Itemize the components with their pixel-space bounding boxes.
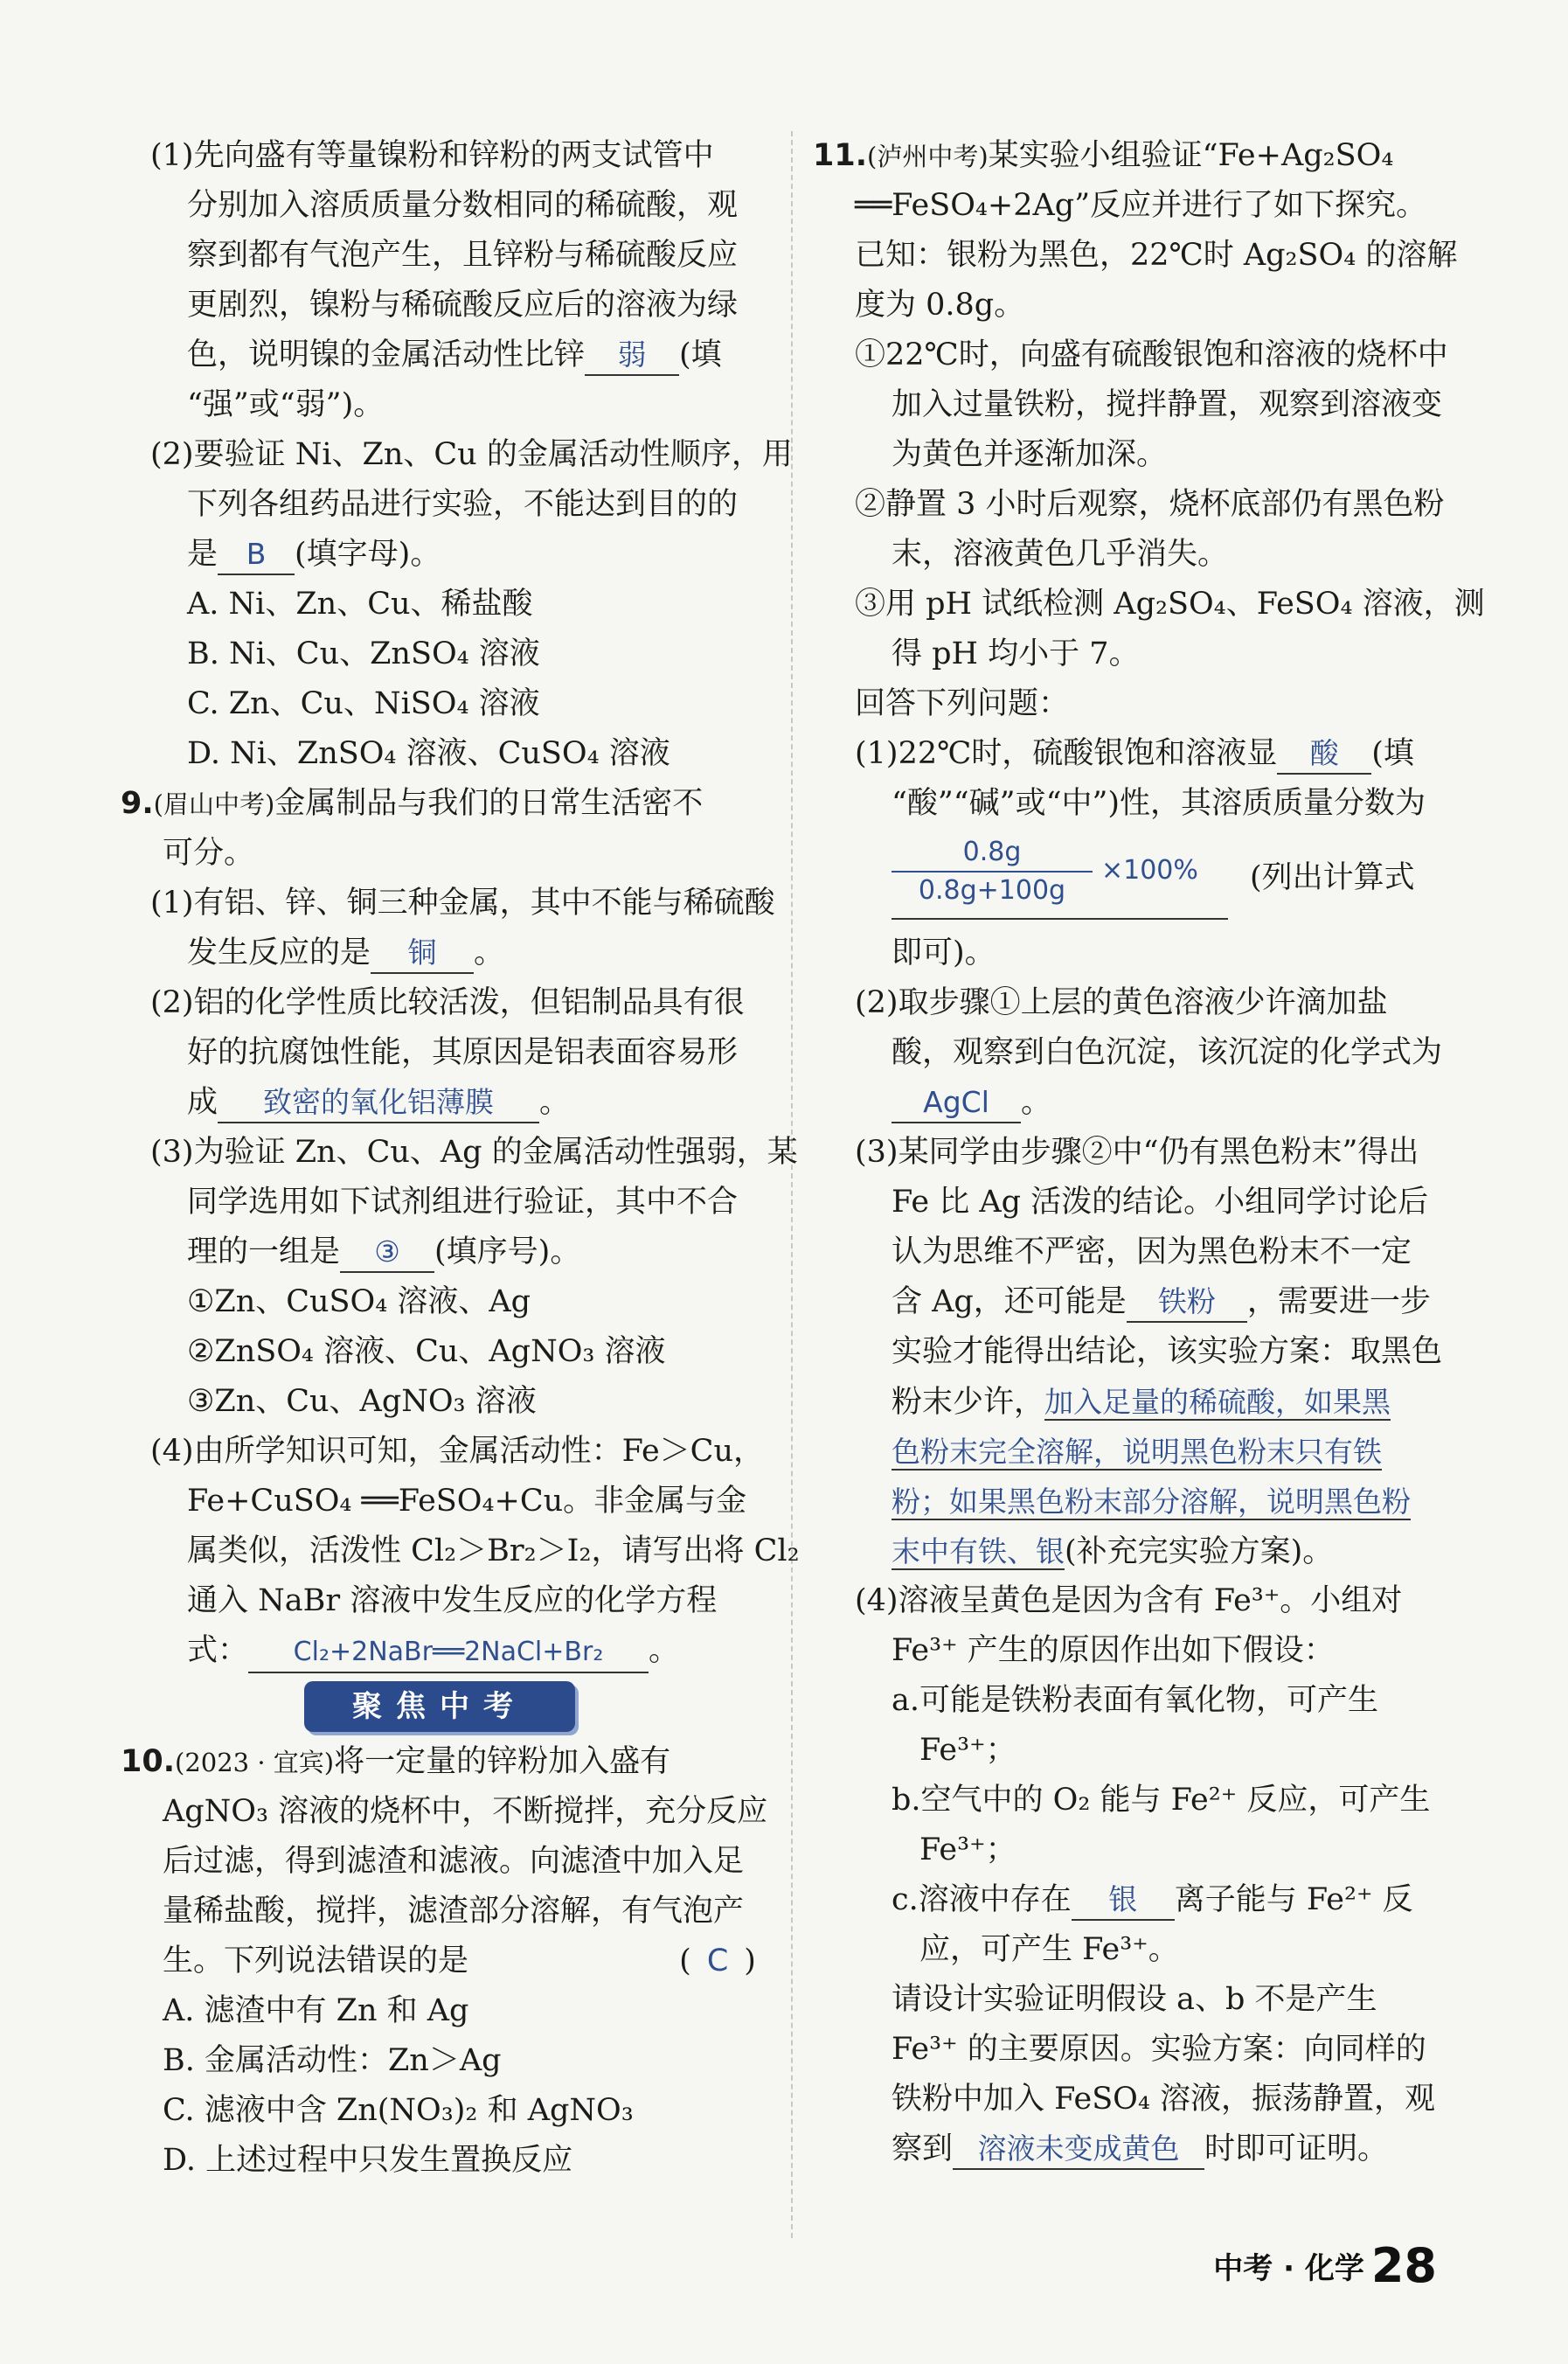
- q8-part1-line: 察到都有气泡产生，且锌粉与稀硫酸反应: [187, 238, 739, 273]
- option-a: A. Ni、Zn、Cu、稀盐酸: [187, 587, 533, 622]
- text: 。: [474, 935, 505, 970]
- text: (填: [679, 337, 722, 372]
- text: 。: [649, 1633, 680, 1668]
- q9-part4-line: (4)由所学知识可知，金属活动性：Fe＞Cu，: [150, 1434, 764, 1469]
- option-c: C. Zn、Cu、NiSO₄ 溶液: [187, 686, 540, 721]
- q9-part2-line: 好的抗腐蚀性能，其原因是铝表面容易形: [187, 1035, 739, 1070]
- q11-part3-line: [813, 1427, 1455, 1477]
- q11-part3-line: Fe 比 Ag 活泼的结论。小组同学讨论后: [892, 1185, 1429, 1220]
- answer-blank: 色粉末完全溶解，说明黑色粉末只有铁: [892, 1435, 1382, 1469]
- option-b: B. Ni、Cu、ZnSO₄ 溶液: [187, 636, 540, 671]
- q11-part3-line: [813, 1277, 1455, 1327]
- text: 某实验小组验证“Fe+Ag₂SO₄: [988, 138, 1394, 173]
- answer-blank: 粉；如果黑色粉末部分溶解，说明黑色粉: [892, 1484, 1411, 1519]
- answer-blank: ③: [340, 1233, 434, 1273]
- hypothesis-c: [813, 1875, 1455, 1925]
- q11-step1-line: 加入过量铁粉，搅拌静置，观察到溶液变: [892, 387, 1443, 422]
- q9-option-3: ③Zn、Cu、AgNO₃ 溶液: [187, 1384, 537, 1419]
- q9-part1-line: (1)有铝、锌、铜三种金属，其中不能与稀硫酸: [150, 886, 775, 921]
- option-a: A. 滤渣中有 Zn 和 Ag: [163, 1993, 469, 2028]
- q11-part3-line: [813, 1377, 1455, 1427]
- hypothesis-b: Fe³⁺；: [919, 1832, 1016, 1867]
- answer-blank: 酸: [1277, 734, 1371, 775]
- paren-close: ): [744, 1943, 756, 1978]
- answer-intro: 回答下列问题：: [855, 686, 1070, 721]
- q8-part1-line: [121, 330, 772, 380]
- q10-stem-line: [121, 1737, 772, 1787]
- q8-part1-line: (1)先向盛有等量镍粉和锌粉的两支试管中: [150, 138, 714, 173]
- answer-underline: [892, 918, 1228, 920]
- text: 将一定量的锌粉加入盛有: [334, 1744, 671, 1779]
- q11-part1-line: “酸”“碱”或“中”)性，其溶质质量分数为: [892, 786, 1426, 821]
- q11-part4-line: [813, 2124, 1455, 2174]
- answer-blank: 末中有铁、银: [892, 1534, 1065, 1568]
- text: 察到: [892, 2131, 954, 2166]
- q8-part2-line: (2)要验证 Ni、Zn、Cu 的金属活动性顺序，用: [150, 437, 793, 472]
- q11-stem-line: 度为 0.8g。: [855, 288, 1025, 323]
- text: (填: [1371, 736, 1414, 771]
- q11-stem-line: ══FeSO₄+2Ag”反应并进行了如下探究。: [855, 188, 1427, 223]
- q8-part2-line: [121, 530, 772, 580]
- q11-step2-line: ②静置 3 小时后观察，烧杯底部仍有黑色粉: [855, 487, 1445, 522]
- question-source: (泸州中考): [867, 142, 989, 171]
- text: 。: [539, 1085, 571, 1120]
- q11-step1-line: 为黄色并逐渐加深。: [892, 437, 1168, 472]
- answer-blank: 弱: [585, 336, 679, 376]
- hypothesis-c: 应，可产生 Fe³⁺。: [919, 1932, 1179, 1967]
- q11-stem-line: [813, 131, 1455, 181]
- q8-part2-line: 下列各组药品进行实验，不能达到目的的: [187, 487, 739, 522]
- right-column: [813, 131, 1485, 2174]
- text: 粉末少许，: [892, 1385, 1045, 1420]
- q8-part1-line: 分别加入溶质质量分数相同的稀硫酸，观: [187, 188, 739, 223]
- answer-blank: 银: [1072, 1881, 1175, 1921]
- text: (填序号)。: [434, 1234, 581, 1269]
- q9-part1-line: [121, 928, 772, 978]
- page-footer: [1213, 2238, 1437, 2293]
- text: 式：: [187, 1633, 249, 1668]
- q11-part1-line: [813, 729, 1455, 779]
- q11-part3-line: (3)某同学由步骤②中“仍有黑色粉末”得出: [855, 1135, 1419, 1170]
- left-column: [121, 131, 800, 2186]
- q11-part4-line: 铁粉中加入 FeSO₄ 溶液，振荡静置，观: [892, 2082, 1436, 2117]
- text: 。: [1021, 1085, 1052, 1120]
- question-number: 9.: [121, 786, 154, 821]
- text: 是: [187, 537, 219, 572]
- section-banner-row: [121, 1676, 772, 1737]
- choice-answer: C: [706, 1943, 729, 1978]
- text: (1)22℃时，硫酸银饱和溶液显: [855, 736, 1278, 771]
- q10-stem-line: 后过滤，得到滤渣和滤液。向滤渣中加入足: [163, 1844, 745, 1879]
- q11-step2-line: 末，溶液黄色几乎消失。: [892, 537, 1229, 572]
- answer-blank: 铁粉: [1127, 1283, 1247, 1323]
- q11-part2-line: 酸，观察到白色沉淀，该沉淀的化学式为: [892, 1035, 1443, 1070]
- text: 时即可证明。: [1204, 2131, 1389, 2166]
- option-d: D. 上述过程中只发生置换反应: [163, 2143, 573, 2178]
- text: 含 Ag，还可能是: [892, 1284, 1127, 1319]
- text: (填字母)。: [295, 537, 441, 572]
- page-number: 28: [1370, 2238, 1437, 2293]
- text: 离子能与 Fe²⁺ 反: [1174, 1882, 1413, 1917]
- q9-part3-line: [121, 1227, 772, 1277]
- question-source: (2023 · 宜宾): [175, 1748, 335, 1777]
- option-b: B. 金属活动性：Zn＞Ag: [163, 2043, 502, 2078]
- answer-blank: Cl₂+2NaBr══2NaCl+Br₂: [248, 1633, 649, 1673]
- q10-stem-line: AgNO₃ 溶液的烧杯中，不断搅拌，充分反应: [163, 1794, 768, 1829]
- text: (补充完实验方案)。: [1065, 1534, 1334, 1569]
- q9-part3-line: (3)为验证 Zn、Cu、Ag 的金属活动性强弱，某: [150, 1135, 798, 1170]
- question-number: 10.: [121, 1744, 176, 1779]
- q11-part4-line: 请设计实验证明假设 a、b 不是产生: [892, 1982, 1377, 2017]
- q9-option-1: ①Zn、CuSO₄ 溶液、Ag: [187, 1284, 531, 1319]
- hypothesis-b: b.空气中的 O₂ 能与 Fe²⁺ 反应，可产生: [892, 1783, 1431, 1818]
- q8-part1-line: 更剧烈，镍粉与稀硫酸反应后的溶液为绿: [187, 288, 739, 323]
- q11-part3-line: 实验才能得出结论，该实验方案：取黑色: [892, 1334, 1443, 1369]
- answer-blank: AgCl: [892, 1083, 1021, 1123]
- q11-stem-line: 已知：银粉为黑色，22℃时 Ag₂SO₄ 的溶解: [855, 238, 1458, 273]
- text: c.溶液中存在: [892, 1882, 1072, 1917]
- answer-blank: 溶液未变成黄色: [953, 2130, 1204, 2170]
- q10-stem-line: 量稀盐酸，搅拌，滤渣部分溶解，有气泡产: [163, 1894, 745, 1929]
- q11-step3-line: ③用 pH 试纸检测 Ag₂SO₄、FeSO₄ 溶液，测: [855, 587, 1485, 622]
- answer-blank: B: [218, 535, 295, 575]
- q9-part4-line: 属类似，活泼性 Cl₂＞Br₂＞I₂，请写出将 Cl₂: [187, 1533, 800, 1568]
- q10-stem-line: [121, 1936, 772, 1986]
- text: 金属制品与我们的日常生活密不: [274, 786, 704, 821]
- text: 成: [187, 1085, 219, 1120]
- q11-part3-line: [813, 1477, 1455, 1526]
- q11-part2-line: [813, 1078, 1455, 1128]
- answer-blank: 致密的氧化铝薄膜: [218, 1083, 539, 1123]
- q9-stem-line: 可分。: [163, 836, 255, 871]
- option-c: C. 滤液中含 Zn(NO₃)₂ 和 AgNO₃: [163, 2093, 634, 2128]
- q11-part4-line: (4)溶液呈黄色是因为含有 Fe³⁺。小组对: [855, 1583, 1403, 1618]
- subject-label: 中考 · 化学: [1213, 2251, 1364, 2286]
- section-banner: 聚焦中考: [304, 1681, 575, 1732]
- question-number: 11.: [813, 138, 868, 173]
- text: 生。下列说法错误的是: [163, 1943, 469, 1978]
- text: 理的一组是: [187, 1234, 341, 1269]
- q9-part3-line: 同学选用如下试剂组进行验证，其中不合: [187, 1185, 739, 1220]
- q9-part4-line: 通入 NaBr 溶液中发生反应的化学方程: [187, 1583, 718, 1618]
- fraction-note: (列出计算式: [1250, 860, 1415, 895]
- text: ，需要进一步: [1246, 1284, 1431, 1319]
- q9-option-2: ②ZnSO₄ 溶液、Cu、AgNO₃ 溶液: [187, 1334, 666, 1369]
- q9-part2-line: [121, 1078, 772, 1128]
- option-d: D. Ni、ZnSO₄ 溶液、CuSO₄ 溶液: [187, 736, 670, 771]
- hypothesis-a: Fe³⁺；: [919, 1733, 1016, 1768]
- fraction-denominator: 0.8g+100g: [918, 875, 1066, 906]
- q9-part4-line: [121, 1626, 772, 1676]
- q11-part3-line: [813, 1526, 1455, 1576]
- fraction-multiplier: ×100%: [1101, 855, 1198, 886]
- q11-step3-line: 得 pH 均小于 7。: [892, 636, 1140, 671]
- question-source: (眉山中考): [153, 789, 275, 819]
- fraction-answer: [892, 834, 1198, 909]
- paren-open: (: [679, 1943, 691, 1978]
- q11-part4-line: Fe³⁺ 的主要原因。实验方案：向同样的: [892, 2032, 1426, 2067]
- text: 色，说明镍的金属活动性比锌: [187, 337, 586, 372]
- answer-blank: 铜: [371, 934, 474, 974]
- fraction-numerator: 0.8g: [962, 837, 1022, 867]
- hypothesis-a: a.可能是铁粉表面有氧化物，可产生: [892, 1683, 1378, 1718]
- q11-step1-line: ①22℃时，向盛有硫酸银饱和溶液的烧杯中: [855, 337, 1448, 372]
- q11-part3-line: 认为思维不严密，因为黑色粉末不一定: [892, 1234, 1412, 1269]
- fraction-answer-block: [813, 829, 1455, 928]
- q11-part2-line: (2)取步骤①上层的黄色溶液少许滴加盐: [855, 985, 1388, 1020]
- answer-blank: 加入足量的稀硫酸，如果黑: [1044, 1385, 1391, 1419]
- q9-part2-line: (2)铝的化学性质比较活泼，但铝制品具有很: [150, 985, 745, 1020]
- text: 发生反应的是: [187, 935, 371, 970]
- q9-part4-line: Fe+CuSO₄ ══FeSO₄+Cu。非金属与金: [187, 1484, 747, 1519]
- q8-part1-line: “强”或“弱”)。: [187, 387, 385, 422]
- q9-stem-line: [121, 779, 772, 829]
- q11-part1-line: 即可)。: [892, 935, 996, 970]
- q11-part4-line: Fe³⁺ 产生的原因作出如下假设：: [892, 1633, 1335, 1668]
